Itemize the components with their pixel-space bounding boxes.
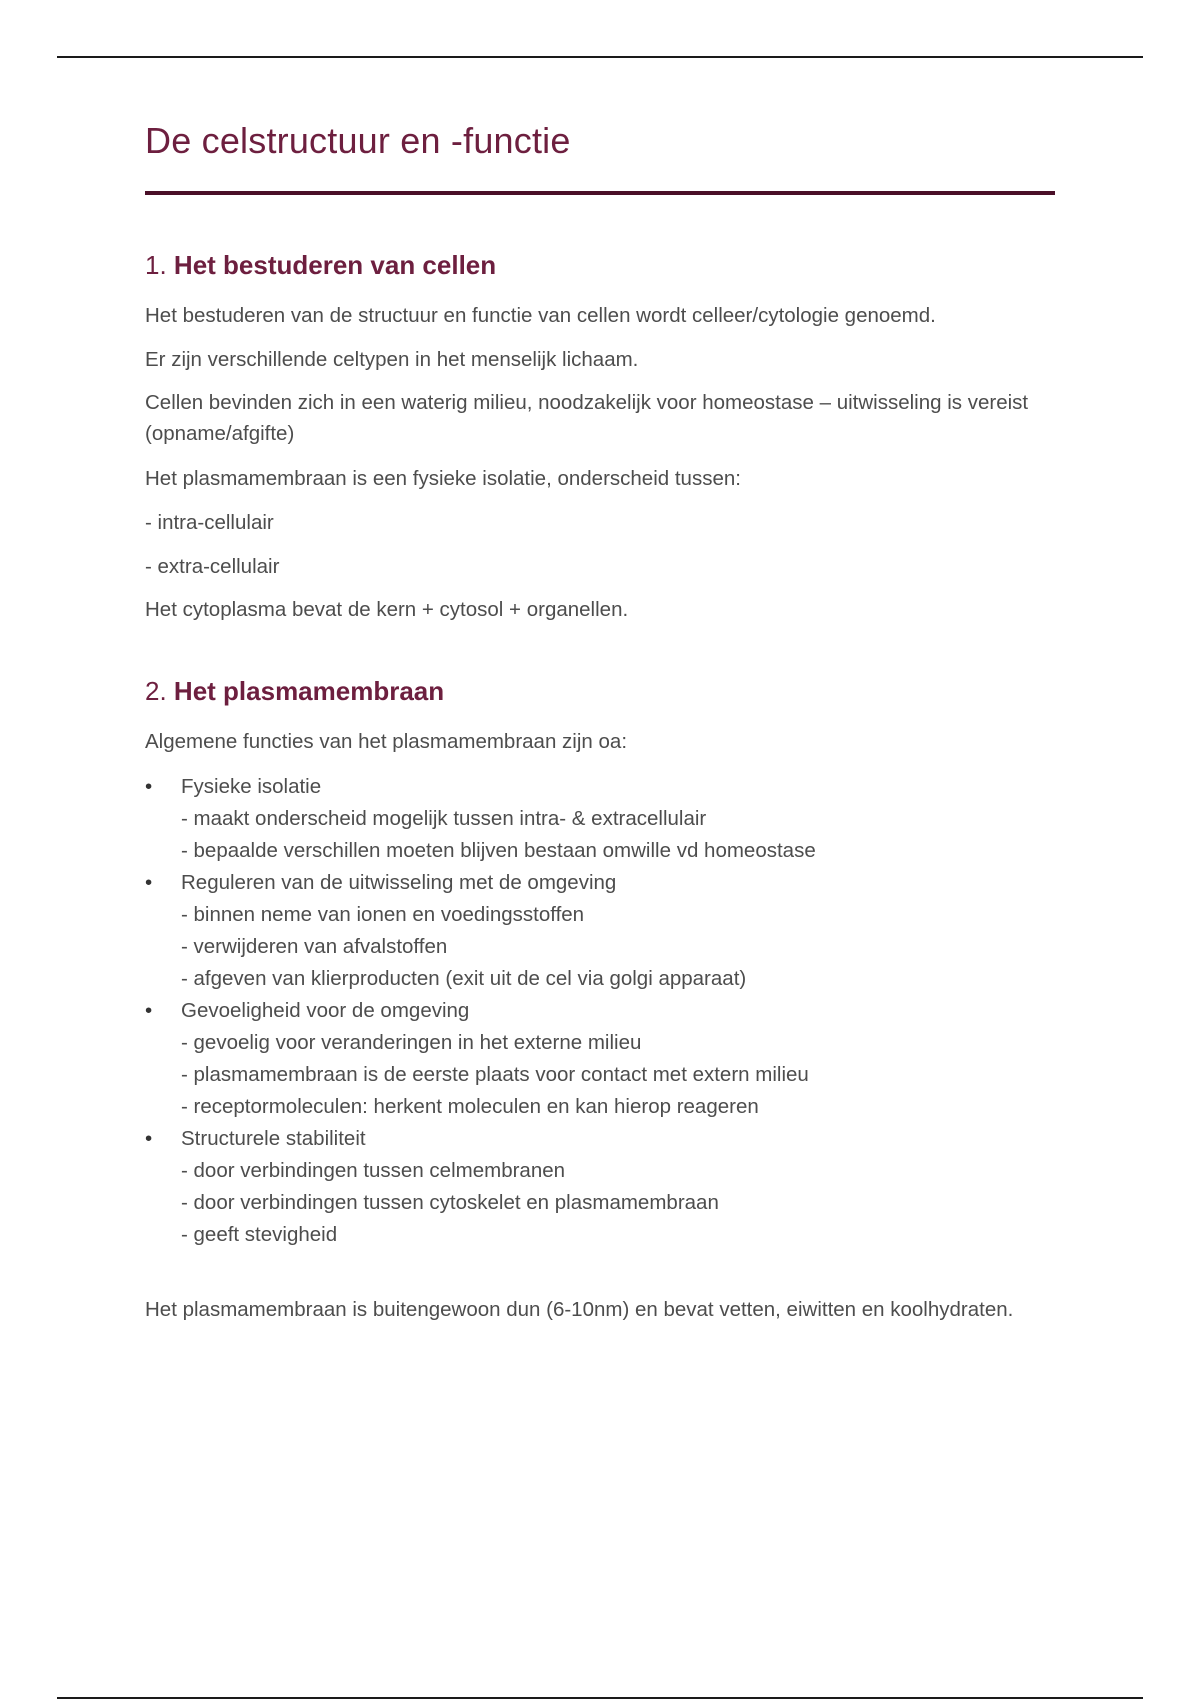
paragraph: Het cytoplasma bevat de kern + cytosol + organellen. <box>145 598 629 621</box>
list-item <box>145 771 1055 867</box>
page-bottom-rule <box>57 1697 1143 1699</box>
bullet-sub-line: - receptormoleculen: herkent moleculen en kan hierop reageren <box>181 1095 759 1118</box>
bullet-icon: • <box>145 1127 153 1150</box>
page-top-rule <box>57 56 1143 58</box>
title-underline <box>145 191 1055 195</box>
paragraph: Er zijn verschillende celtypen in het menselijk lichaam. <box>145 348 639 371</box>
bullet-sub-line: - verwijderen van afvalstoffen <box>181 935 448 958</box>
bullet-sub-line: - door verbindingen tussen celmembranen <box>181 1159 566 1182</box>
bullet-label: Structurele stabiliteit <box>181 1127 366 1150</box>
section-2-heading <box>145 676 444 707</box>
document-title: De celstructuur en -functie <box>145 120 571 161</box>
list-item <box>145 1123 1055 1251</box>
bullet-label: Reguleren van de uitwisseling met de omgeving <box>181 871 617 894</box>
bullet-sub-line: - door verbindingen tussen cytoskelet en plasmamembraan <box>181 1191 719 1214</box>
bullet-sub-line: - bepaalde verschillen moeten blijven bestaan omwille vd homeostase <box>181 839 816 862</box>
section-1-title: Het bestuderen van cellen <box>173 250 497 280</box>
functions-bullet-list <box>145 771 1055 1251</box>
bullet-icon: • <box>145 871 153 894</box>
bullet-icon: • <box>145 775 153 798</box>
bullet-sub-line: - plasmamembraan is de eerste plaats voor contact met extern milieu <box>181 1063 809 1086</box>
closing-paragraph: Het plasmamembraan is buitengewoon dun (6-10nm) en bevat vetten, eiwitten en koolhydraten. <box>145 1298 1014 1321</box>
bullet-icon: • <box>145 999 153 1022</box>
list-line: - intra-cellulair <box>145 511 274 534</box>
section-1-number: 1. <box>145 250 167 280</box>
bullet-sub-line: - binnen neme van ionen en voedingsstoffen <box>181 903 585 926</box>
paragraph: Het plasmamembraan is een fysieke isolatie, onderscheid tussen: <box>145 467 741 490</box>
section-2-title: Het plasmamembraan <box>173 676 445 706</box>
section-1-heading <box>145 250 496 281</box>
bullet-sub-line: - maakt onderscheid mogelijk tussen intra- & extracellulair <box>181 807 707 830</box>
bullet-sub-line: - gevoelig voor veranderingen in het externe milieu <box>181 1031 642 1054</box>
list-item <box>145 995 1055 1123</box>
section-2-intro: Algemene functies van het plasmamembraan zijn oa: <box>145 730 628 753</box>
paragraph: Cellen bevinden zich in een waterig milieu, noodzakelijk voor homeostase – uitwisseling is vereist (opname/afgifte) <box>145 391 1029 445</box>
section-2-number: 2. <box>145 676 167 706</box>
list-item <box>145 867 1055 995</box>
list-line: - extra-cellulair <box>145 555 280 578</box>
bullet-sub-line: - afgeven van klierproducten (exit uit de cel via golgi apparaat) <box>181 967 747 990</box>
bullet-label: Fysieke isolatie <box>181 775 322 798</box>
bullet-label: Gevoeligheid voor de omgeving <box>181 999 470 1022</box>
paragraph: Het bestuderen van de structuur en functie van cellen wordt celleer/cytologie genoemd. <box>145 304 936 327</box>
bullet-sub-line: - geeft stevigheid <box>181 1223 338 1246</box>
